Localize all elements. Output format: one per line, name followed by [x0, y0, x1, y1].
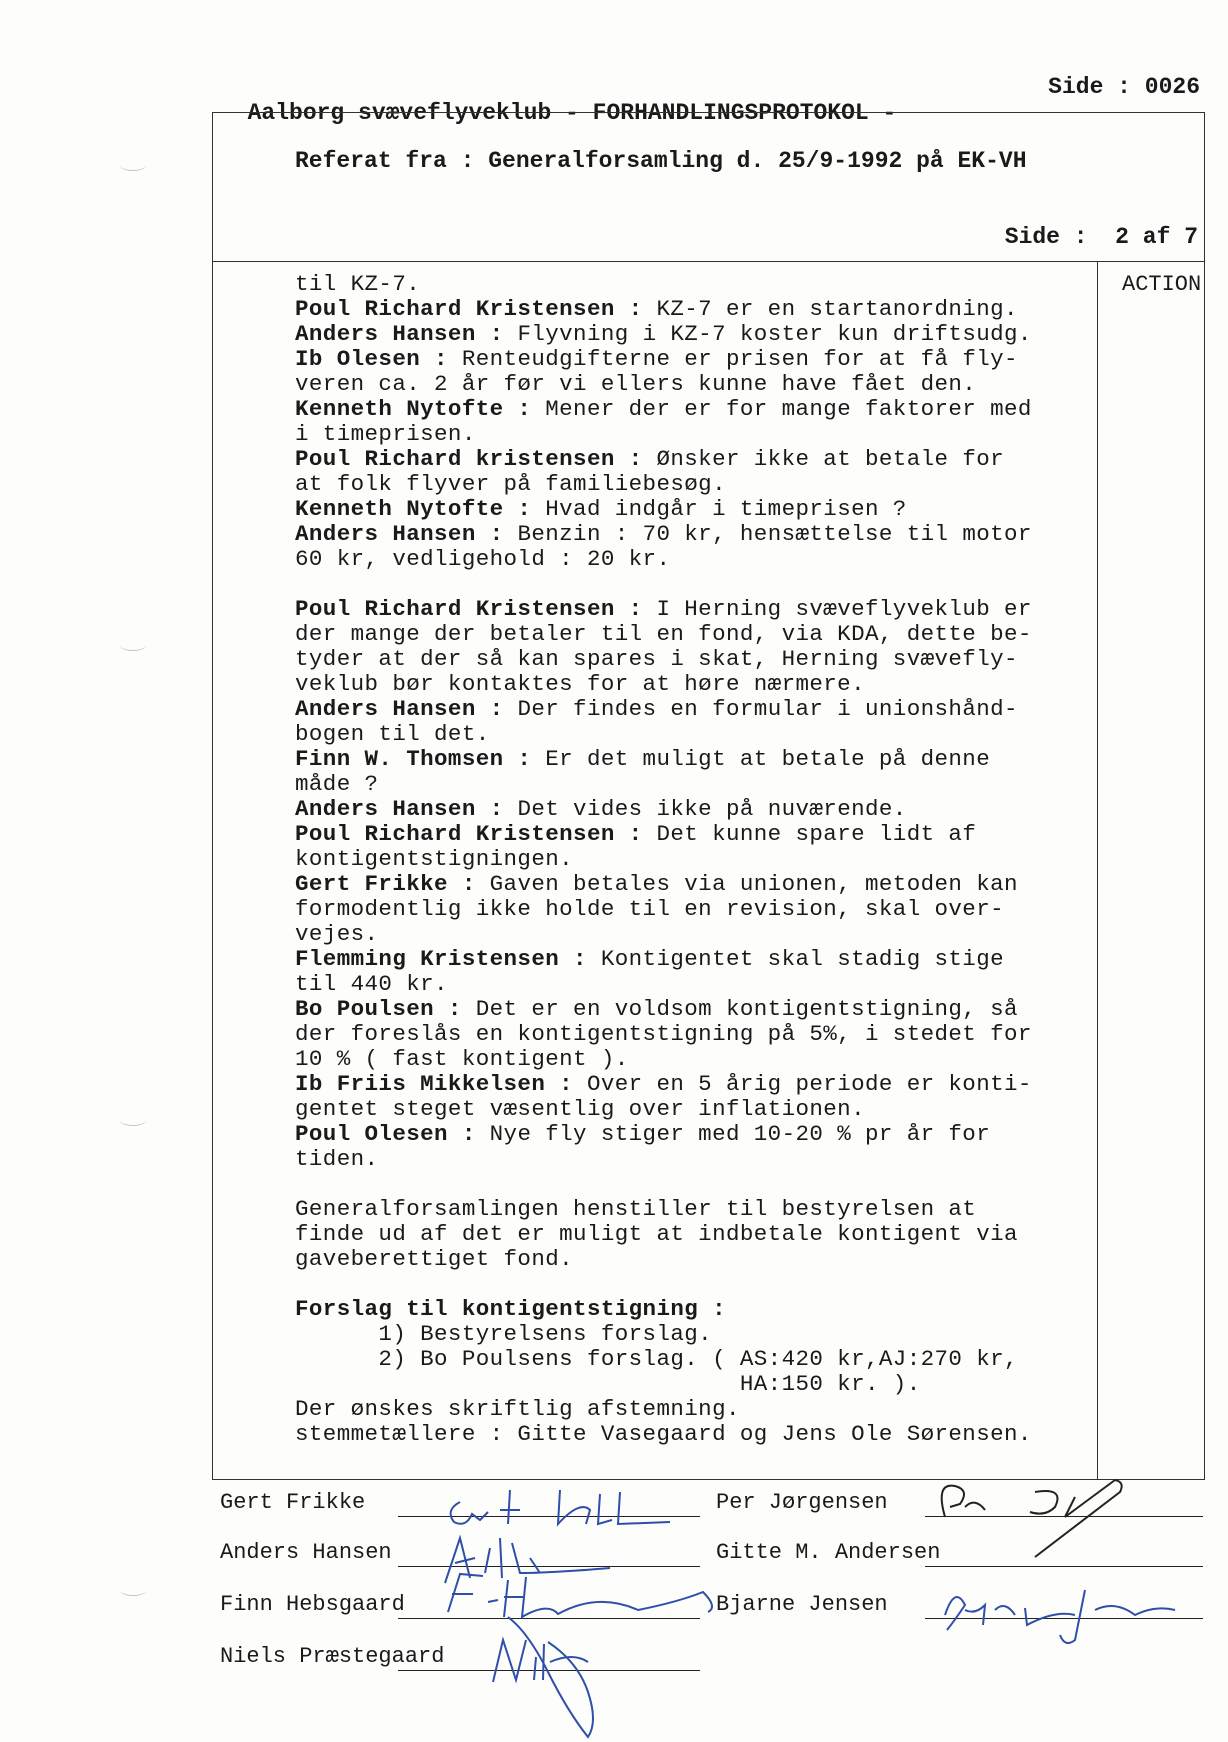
- line-text: der foreslås en kontigentstigning på 5%, i stedet for: [295, 1021, 1032, 1047]
- line-text: at folk flyver på familiebesøg.: [295, 471, 726, 497]
- sub-page-number: Side : 2 af 7: [1004, 224, 1198, 250]
- speaker-name: Forslag til kontigentstigning :: [295, 1296, 726, 1322]
- minutes-line: [295, 1097, 1095, 1122]
- minutes-line: [295, 1147, 1095, 1172]
- minutes-line: [295, 1297, 1095, 1322]
- minutes-line: [295, 422, 1095, 447]
- minutes-line: [295, 822, 1095, 847]
- line-text: tyder at der så kan spares i skat, Herning svævefly-: [295, 646, 1018, 672]
- minutes-line: [295, 722, 1095, 747]
- action-column-label: ACTION: [1122, 272, 1202, 297]
- speaker-name: Ib Olesen :: [295, 346, 448, 372]
- minutes-line: [295, 572, 1095, 597]
- line-text: Renteudgifterne er prisen for at få fly-: [447, 346, 1018, 372]
- line-text: Det vides ikke på nuværende.: [503, 796, 907, 822]
- signatory-name: Anders Hansen: [220, 1540, 392, 1565]
- line-text: Det kunne spare lidt af: [642, 821, 977, 847]
- speaker-name: Gert Frikke :: [295, 871, 476, 897]
- minutes-line: [295, 1047, 1095, 1072]
- minutes-line: [295, 1322, 1095, 1347]
- speaker-name: Bo Poulsen :: [295, 996, 462, 1022]
- minutes-line: [295, 797, 1095, 822]
- minutes-line: [295, 1222, 1095, 1247]
- punch-mark: [120, 640, 146, 651]
- speaker-name: Flemming Kristensen :: [295, 946, 587, 972]
- minutes-line: [295, 647, 1095, 672]
- minutes-line: [295, 1347, 1095, 1372]
- minutes-line: [295, 972, 1095, 997]
- signatory-name: Gitte M. Andersen: [716, 1540, 941, 1565]
- minutes-line: [295, 997, 1095, 1022]
- signatory-name: Bjarne Jensen: [716, 1592, 888, 1617]
- line-text: kontigentstigningen.: [295, 846, 574, 872]
- speaker-name: Poul Richard Kristensen :: [295, 296, 643, 322]
- minutes-line: [295, 847, 1095, 872]
- minutes-line: [295, 522, 1095, 547]
- speaker-name: Poul Richard kristensen :: [295, 446, 643, 472]
- speaker-name: Anders Hansen :: [295, 796, 504, 822]
- minutes-line: [295, 922, 1095, 947]
- minutes-body: [295, 272, 1095, 1447]
- speaker-name: Kenneth Nytofte :: [295, 496, 532, 522]
- minutes-line: [295, 272, 1095, 297]
- speaker-name: Ib Friis Mikkelsen :: [295, 1071, 574, 1097]
- minutes-line: [295, 1397, 1095, 1422]
- minutes-line: [295, 1197, 1095, 1222]
- speaker-name: Poul Richard Kristensen :: [295, 821, 643, 847]
- line-text: gaveberettiget fond.: [295, 1246, 574, 1272]
- minutes-line: [295, 772, 1095, 797]
- line-text: måde ?: [295, 771, 379, 797]
- minutes-line: [295, 322, 1095, 347]
- line-text: veklub bør kontaktes for at høre nærmere.: [295, 671, 865, 697]
- minutes-line: [295, 547, 1095, 572]
- line-text: Er det muligt at betale på denne: [531, 746, 991, 772]
- minutes-line: [295, 497, 1095, 522]
- signature-gert-frikke: [440, 1480, 670, 1530]
- line-text: veren ca. 2 år før vi ellers kunne have fået den.: [295, 371, 977, 397]
- referat-heading: Referat fra : Generalforsamling d. 25/9-1992 på EK-VH: [295, 148, 1027, 174]
- signatory-name: Gert Frikke: [220, 1490, 366, 1515]
- signature-line: [925, 1566, 1203, 1567]
- line-text: Det er en voldsom kontigentstigning, så: [461, 996, 1018, 1022]
- line-text: Mener der er for mange faktorer med: [531, 396, 1032, 422]
- minutes-line: [295, 447, 1095, 472]
- signature-niels-praestegaard: [488, 1632, 598, 1692]
- minutes-line: [295, 372, 1095, 397]
- line-text: Nye fly stiger med 10-20 % pr år for: [475, 1121, 991, 1147]
- line-text: I Herning svæveflyveklub er: [642, 596, 1032, 622]
- line-text: Hvad indgår i timeprisen ?: [531, 496, 907, 522]
- minutes-line: [295, 397, 1095, 422]
- speaker-name: Poul Olesen :: [295, 1121, 476, 1147]
- signature-bjarne-jensen: [935, 1580, 1185, 1650]
- minutes-line: [295, 1122, 1095, 1147]
- line-text: Flyvning i KZ-7 koster kun driftsudg.: [503, 321, 1032, 347]
- line-text: finde ud af det er muligt at indbetale kontigent via: [295, 1221, 1018, 1247]
- speaker-name: Poul Richard Kristensen :: [295, 596, 643, 622]
- speaker-name: Finn W. Thomsen :: [295, 746, 532, 772]
- speaker-name: Anders Hansen :: [295, 696, 504, 722]
- line-text: der mange der betaler til en fond, via KDA, dette be-: [295, 621, 1032, 647]
- line-text: stemmetællere : Gitte Vasegaard og Jens Ole Sørensen.: [295, 1421, 1032, 1447]
- action-column-divider: [1097, 261, 1098, 1479]
- signatory-name: Per Jørgensen: [716, 1490, 888, 1515]
- line-text: formodentlig ikke holde til en revision, skal over-: [295, 896, 1005, 922]
- minutes-line: [295, 1072, 1095, 1097]
- minutes-line: [295, 1247, 1095, 1272]
- minutes-line: [295, 672, 1095, 697]
- minutes-line: [295, 872, 1095, 897]
- line-text: til KZ-7.: [295, 271, 421, 297]
- minutes-line: [295, 697, 1095, 722]
- line-text: 10 % ( fast kontigent ).: [295, 1046, 629, 1072]
- line-text: Benzin : 70 kr, hensættelse til motor: [503, 521, 1032, 547]
- minutes-line: [295, 1372, 1095, 1397]
- minutes-line: [295, 297, 1095, 322]
- minutes-line: [295, 1172, 1095, 1197]
- minutes-line: [295, 1422, 1095, 1447]
- line-text: bogen til det.: [295, 721, 490, 747]
- line-text: KZ-7 er en startanordning.: [642, 296, 1018, 322]
- protocol-title: Aalborg svæveflyveklub - FORHANDLINGSPROTOKOL -: [247, 100, 897, 126]
- line-text: Der findes en formular i unionshånd-: [503, 696, 1018, 722]
- line-text: vejes.: [295, 921, 379, 947]
- minutes-line: [295, 947, 1095, 972]
- line-text: Ønsker ikke at betale for: [642, 446, 1005, 472]
- minutes-line: [295, 1022, 1095, 1047]
- signatory-name: Finn Hebsgaard: [220, 1592, 405, 1617]
- line-text: 1) Bestyrelsens forslag.: [295, 1321, 713, 1347]
- line-text: Generalforsamlingen henstiller til bestyrelsen at: [295, 1196, 977, 1222]
- signature-per-jorgensen: [925, 1472, 1145, 1562]
- line-text: HA:150 kr. ).: [295, 1371, 921, 1397]
- speaker-name: Anders Hansen :: [295, 321, 504, 347]
- speaker-name: Kenneth Nytofte :: [295, 396, 532, 422]
- minutes-line: [295, 597, 1095, 622]
- minutes-line: [295, 347, 1095, 372]
- minutes-line: [295, 472, 1095, 497]
- line-text: Gaven betales via unionen, metoden kan: [475, 871, 1018, 897]
- minutes-line: [295, 622, 1095, 647]
- line-text: 60 kr, vedligehold : 20 kr.: [295, 546, 671, 572]
- line-text: i timeprisen.: [295, 421, 476, 447]
- punch-mark: [120, 1115, 146, 1126]
- line-text: til 440 kr.: [295, 971, 448, 997]
- minutes-line: [295, 1272, 1095, 1297]
- line-text: tiden.: [295, 1146, 379, 1172]
- punch-mark: [120, 1585, 146, 1596]
- frame-top-rule: [212, 112, 1204, 113]
- frame-mid-rule: [212, 261, 1204, 262]
- line-text: 2) Bo Poulsens forslag. ( AS:420 kr,AJ:270 kr,: [295, 1346, 1018, 1372]
- line-text: gentet steget væsentlig over inflationen.: [295, 1096, 865, 1122]
- minutes-line: [295, 747, 1095, 772]
- signatory-name: Niels Præstegaard: [220, 1644, 445, 1669]
- page-number: Side : 0026: [1048, 74, 1200, 100]
- minutes-line: [295, 897, 1095, 922]
- line-text: Over en 5 årig periode er konti-: [573, 1071, 1032, 1097]
- punch-mark: [120, 160, 146, 171]
- line-text: Kontigentet skal stadig stige: [586, 946, 1005, 972]
- speaker-name: Anders Hansen :: [295, 521, 504, 547]
- line-text: Der ønskes skriftlig afstemning.: [295, 1396, 740, 1422]
